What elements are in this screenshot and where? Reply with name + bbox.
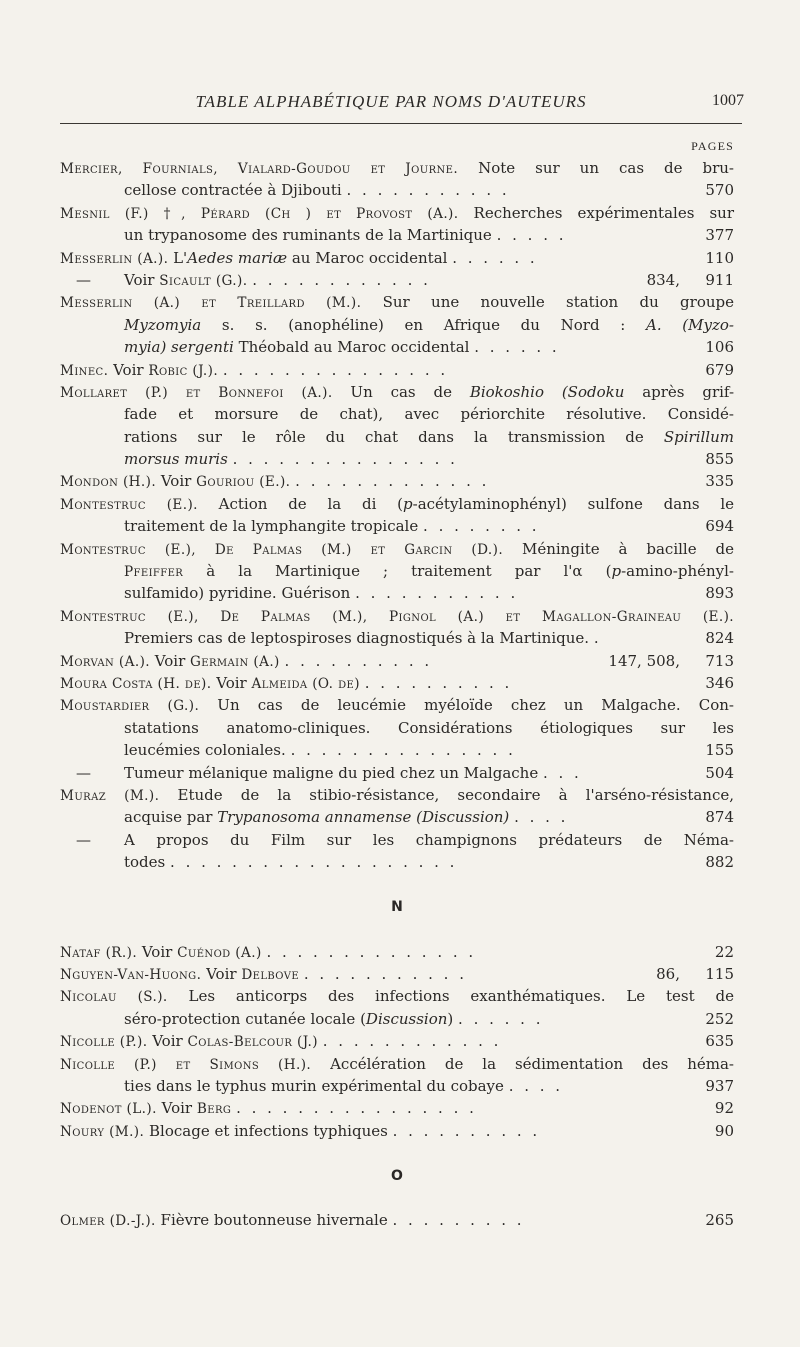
index-entry-nguyen-van-huong	[60, 963, 734, 985]
entry-title: Un cas de	[350, 382, 452, 401]
leader-dots: . . . . . . . . . . . . . .	[266, 942, 477, 961]
see-reference: Sicault (G.).	[159, 272, 248, 289]
index-entry-minec	[60, 359, 734, 381]
entry-title-italic: Biokoshio (Sodoku	[469, 382, 625, 401]
entry-page: 635	[705, 1032, 734, 1051]
leader-dots: . . . . . . . . .	[392, 1211, 525, 1230]
see-label: Voir	[216, 673, 247, 692]
see-label: Voir	[124, 270, 155, 289]
see-reference: Gouriou (E.).	[196, 474, 291, 491]
entry-authors: Messerlin (A.) et Treillard (M.).	[60, 295, 362, 312]
index-entry-montestruc-pignol	[60, 605, 734, 650]
repeat-dash: —	[76, 270, 91, 289]
entry-title-italic: Myzomyia	[124, 315, 202, 334]
entry-page: 679	[705, 360, 734, 379]
entry-title: Note sur un cas de bru-	[478, 159, 734, 177]
entry-page-2: 115	[705, 965, 734, 984]
index-entry-montestruc-palmas-garcin	[60, 538, 734, 605]
entry-title-cont: séro-protection cutanée locale (	[124, 1009, 366, 1028]
entry-page-2: 713	[705, 651, 734, 670]
entry-authors: Nicolle (P.) et Simons (H.).	[60, 1056, 312, 1073]
entry-title: Fièvre boutonneuse hivernale	[160, 1211, 388, 1230]
see-label: Voir	[141, 942, 173, 961]
see-reference: Delbove	[241, 967, 300, 984]
entry-page: 92	[714, 1099, 734, 1118]
entry-page: 937	[705, 1077, 734, 1096]
leader-dots: . . . . . . . . . . . . . . .	[222, 360, 449, 379]
see-label: Voir	[113, 360, 144, 379]
index-entry-messerlin-see-also	[60, 269, 734, 291]
entry-authors: Minec.	[60, 362, 109, 379]
see-reference: Cuénod (A.)	[177, 944, 262, 961]
entry-title: Sur une nouvelle station du groupe	[382, 293, 734, 312]
see-reference: Germain (A.)	[190, 653, 280, 670]
entry-title-italic-3: myia) sergenti	[124, 338, 234, 357]
entry-page: 22	[714, 942, 734, 961]
entry-title-italic: p	[403, 494, 413, 513]
entry-authors: Noury (M.).	[60, 1123, 145, 1140]
entry-title-2: A propos du Film sur les champignons prédateurs de Néma-	[124, 830, 734, 849]
running-head	[60, 90, 744, 116]
leader-dots: . . . . . .	[452, 248, 538, 267]
index-entry-nicolau	[60, 985, 734, 1030]
entry-authors: Mercier, Fournials, Vialard-Goudou et Journe.	[60, 161, 459, 177]
entry-title-cont-2: Théobald au Maroc occidental	[238, 338, 470, 357]
leader-dots: . . . . . . . . . . . .	[322, 1032, 502, 1051]
entry-authors: Olmer (D.-J.).	[60, 1213, 156, 1230]
section-letter-n: N	[391, 898, 403, 915]
entry-authors: Nodenot (L.).	[60, 1101, 157, 1118]
entry-page: 86,	[656, 965, 680, 984]
entry-page: 824	[705, 629, 734, 648]
author-index-list	[60, 157, 734, 1232]
see-label: Voir	[152, 1032, 183, 1051]
see-label: Voir	[160, 472, 192, 491]
entry-authors: Moustardier (G.).	[60, 698, 200, 715]
entry-page: 265	[705, 1211, 734, 1230]
index-entry-nicolle-simons	[60, 1053, 734, 1098]
header-rule	[60, 123, 742, 124]
entry-title-italic-2: Spirillum	[663, 427, 734, 446]
entry-title: Accélération de la sédimentation des héma-	[330, 1054, 734, 1073]
entry-page: 377	[705, 226, 734, 245]
entry-page: 855	[705, 450, 734, 469]
entry-title-cont: au Maroc occidental	[291, 248, 448, 267]
entry-title-b: -acétylaminophényl) sulfone dans le	[412, 494, 735, 513]
entry-title-b: après grif-	[642, 382, 735, 401]
index-entry-olmer	[60, 1209, 734, 1231]
entry-title: Méningite à bacille de	[521, 539, 734, 558]
running-title: TABLE ALPHABÉTIQUE PAR NOMS D'AUTEURS	[195, 92, 587, 111]
entry-title: Etude de la stibio-résistance, secondaire à l'arséno-résistance,	[177, 785, 735, 804]
index-entry-morvan	[60, 650, 734, 672]
index-entry-mollaret	[60, 381, 734, 471]
see-reference: Almeida (O. de)	[251, 675, 360, 692]
leader-dots-2: . . . . . . . . . . . . . . . . . . .	[170, 853, 458, 872]
leader-dots: . . . . . . . . . . .	[355, 584, 519, 603]
entry-page: 834,	[646, 270, 680, 289]
leader-dots: . . . . . . . . . .	[392, 1121, 541, 1140]
repeat-dash: —	[76, 830, 91, 849]
section-letter-o: O	[391, 1167, 403, 1184]
index-entry-moura-costa	[60, 672, 734, 694]
see-reference: Berg	[196, 1101, 232, 1118]
entry-page: 90	[714, 1121, 734, 1140]
leader-dots: . . . . . . . . . .	[364, 673, 513, 692]
leader-dots: . . . . . . . . . .	[284, 651, 433, 670]
index-entry-nataf	[60, 941, 734, 963]
entry-title-cont: un trypanosome des ruminants de la Martinique	[124, 226, 492, 245]
leader-dots: . . . . . . . . . . .	[346, 181, 510, 200]
leader-dots: . . . . . . . . . . . . . . .	[290, 741, 516, 760]
entry-title-cont: acquise par	[124, 808, 213, 827]
leader-dots: . . . .	[514, 808, 569, 827]
leader-dots: .	[593, 629, 602, 648]
entry-title-cont-2: sulfamido) pyridine. Guérison	[124, 584, 351, 603]
leader-dots: . . . .	[508, 1077, 564, 1096]
leader-dots: . . . . . . . . . . . . . . .	[232, 450, 458, 469]
leader-dots: . . . . . . . . . . . . .	[295, 472, 490, 491]
entry-authors: Nguyen-Van-Huong.	[60, 967, 202, 984]
see-reference: Colas-Belcour (J.)	[187, 1034, 318, 1051]
entry-title: Les anticorps des infections exanthématiques. Le test de	[188, 987, 734, 1006]
entry-authors: Moura Costa (H. de).	[60, 675, 212, 692]
entry-title-cont-b: -amino-phényl-	[621, 562, 734, 581]
entry-title-cont-2: leucémies coloniales.	[124, 741, 286, 760]
entry-page: 346	[705, 673, 734, 692]
entry-title-cont-b: )	[447, 1009, 454, 1028]
leader-dots: . . . . . .	[474, 338, 560, 357]
entry-authors: Nicolle (P.).	[60, 1034, 148, 1051]
entry-title-cont: à la Martinique ; traitement par l'α (	[206, 562, 612, 581]
pages-column-label: PAGES	[691, 139, 734, 153]
leader-dots: . . . . . .	[458, 1009, 544, 1028]
entry-title-cont: statations anatomo-cliniques. Considérations étiologiques sur les	[124, 718, 734, 737]
entry-page: 335	[705, 472, 734, 491]
entry-authors: Nicolau (S.).	[60, 989, 168, 1006]
entry-page: 147, 508,	[608, 651, 680, 670]
entry-authors: Morvan (A.).	[60, 653, 150, 670]
entry-title-italic-2: A. (Myzo-	[646, 315, 734, 334]
leader-dots: . . . . . . . .	[423, 517, 540, 536]
see-label: Voir	[154, 651, 186, 670]
entry-title-cont-2: rations sur le rôle du chat dans la transmission de	[124, 427, 644, 446]
see-reference: Robic (J.).	[148, 362, 219, 379]
index-entry-mesnil	[60, 202, 734, 247]
entry-authors: Mondon (H.).	[60, 474, 157, 491]
entry-page: 893	[705, 584, 734, 603]
entry-title: Action de la di (	[218, 494, 404, 513]
entry-page: 110	[705, 248, 734, 267]
entry-title: Blocage et infections typhiques	[149, 1121, 388, 1140]
index-entry-nicolle	[60, 1030, 734, 1052]
index-entry-mercier	[60, 157, 734, 202]
see-label: Voir	[161, 1099, 193, 1118]
repeat-dash: —	[76, 763, 91, 782]
entry-title-cont: fade et morsure de chat), avec périorchite résolutive. Considé-	[124, 405, 734, 424]
index-entry-montestruc	[60, 493, 734, 538]
entry-authors: Montestruc (E.), De Palmas (M.), Pignol (A.) et Magallon-Graineau (E.).	[60, 608, 734, 625]
page-number: 1007	[712, 92, 744, 109]
entry-title-cont: s. s. (anophéline) en Afrique du Nord :	[221, 315, 626, 334]
entry-title-italic-3: morsus muris	[124, 450, 228, 469]
entry-title-2-cont: todes	[124, 853, 166, 872]
entry-authors: Messerlin (A.).	[60, 250, 169, 267]
index-entry-nodenot	[60, 1097, 734, 1119]
entry-page-2: 882	[705, 853, 734, 872]
index-entry-moustardier	[60, 694, 734, 784]
index-entry-noury	[60, 1120, 734, 1142]
entry-authors: Nataf (R.).	[60, 944, 138, 961]
entry-page: 252	[705, 1009, 734, 1028]
entry-authors: Mollaret (P.) et Bonnefoi (A.).	[60, 384, 333, 401]
leader-dots-2: . . .	[542, 763, 582, 782]
entry-title-smallcaps: Pfeiffer	[124, 564, 184, 581]
entry-title: Un cas de leucémie myéloïde chez un Malgache. Con-	[217, 696, 734, 715]
entry-authors: Mesnil (F.) †, Pérard (Ch ) et Provost (A.).	[60, 205, 459, 222]
entry-title: Recherches expérimentales sur	[473, 203, 734, 222]
entry-title-italic: p	[611, 562, 622, 581]
entry-title-cont: cellose contractée à Djibouti	[124, 181, 342, 200]
entry-title-2: Tumeur mélanique maligne du pied chez un Malgache	[124, 763, 539, 782]
entry-title-italic: Discussion	[365, 1009, 448, 1028]
entry-authors: Montestruc (E.), De Palmas (M.) et Garcin (D.).	[60, 541, 504, 558]
entry-page-2: 504	[705, 763, 734, 782]
entry-title: Premiers cas de leptospiroses diagnostiqués à la Martinique.	[124, 629, 590, 648]
leader-dots: . . . . . . . . . . .	[303, 965, 467, 984]
leader-dots: . . . . .	[496, 226, 567, 245]
entry-page: 874	[705, 808, 734, 827]
index-entry-mondon	[60, 470, 734, 492]
leader-dots: . . . . . . . . . . . .	[252, 270, 431, 289]
entry-title-cont: ties dans le typhus murin expérimental du cobaye	[124, 1077, 504, 1096]
leader-dots: . . . . . . . . . . . . . . . .	[236, 1099, 477, 1118]
entry-page: 694	[705, 517, 734, 536]
index-entry-messerlin-treillard	[60, 291, 734, 358]
index-entry-muraz	[60, 784, 734, 874]
entry-title: L'	[173, 248, 188, 267]
entry-title-cont: traitement de la lymphangite tropicale	[124, 517, 419, 536]
entry-title-italic: Trypanosoma annamense (Discussion)	[217, 808, 510, 827]
see-label: Voir	[206, 965, 237, 984]
entry-page: 570	[705, 181, 734, 200]
entry-page: 106	[705, 338, 734, 357]
entry-authors: Muraz (M.).	[60, 787, 160, 804]
entry-page-2: 911	[705, 270, 734, 289]
entry-title-italic: Aedes mariæ	[187, 248, 288, 267]
index-entry-messerlin	[60, 247, 734, 269]
entry-authors: Montestruc (E.).	[60, 496, 198, 513]
entry-page: 155	[705, 741, 734, 760]
